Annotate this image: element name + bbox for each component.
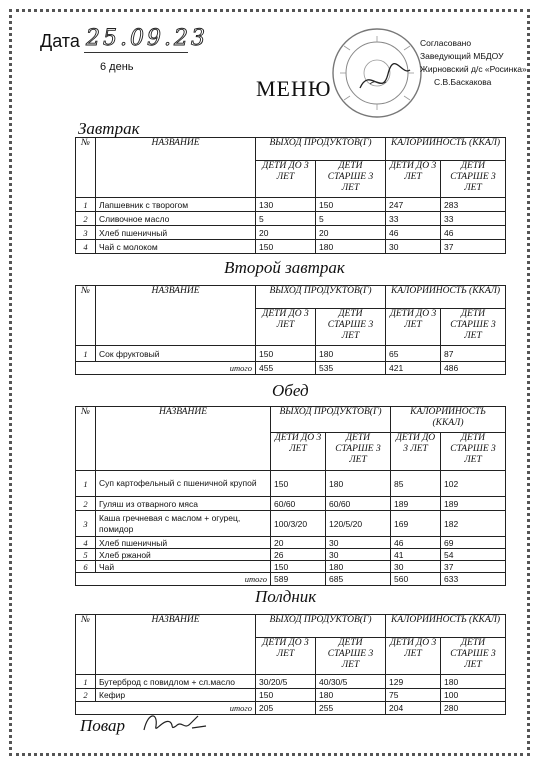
output-over3: 30 xyxy=(326,549,391,561)
col-num-header: № xyxy=(76,138,96,198)
total-output-under3: 205 xyxy=(256,702,316,715)
dish-name: Хлеб пшеничный xyxy=(96,226,256,240)
calories-under3: 41 xyxy=(391,549,441,561)
calories-over3: 180 xyxy=(441,675,506,689)
total-output-over3: 255 xyxy=(316,702,386,715)
dish-name: Лапшевник с творогом xyxy=(96,198,256,212)
calories-over3: 182 xyxy=(441,511,506,537)
table-row xyxy=(76,226,506,240)
row-number: 6 xyxy=(76,561,96,573)
calories-over3: 87 xyxy=(441,346,506,362)
col-calories-over3-header: ДЕТИ СТАРШЕ 3 ЛЕТ xyxy=(441,309,506,346)
table-row xyxy=(76,198,506,212)
total-calories-under3: 421 xyxy=(386,362,441,375)
calories-under3: 85 xyxy=(391,471,441,497)
col-name-header: НАЗВАНИЕ xyxy=(96,615,256,675)
output-over3: 180 xyxy=(326,561,391,573)
second-breakfast-table xyxy=(75,285,506,375)
output-over3: 60/60 xyxy=(326,497,391,511)
total-output-over3: 535 xyxy=(316,362,386,375)
output-over3: 40/30/5 xyxy=(316,675,386,689)
second-breakfast-title: Второй завтрак xyxy=(224,258,345,277)
table-row xyxy=(76,471,506,497)
calories-under3: 65 xyxy=(386,346,441,362)
table-row xyxy=(76,537,506,549)
calories-under3: 247 xyxy=(386,198,441,212)
output-under3: 150 xyxy=(271,561,326,573)
approval-line-1: Согласовано xyxy=(420,38,472,48)
output-under3: 5 xyxy=(256,212,316,226)
output-over3: 150 xyxy=(316,198,386,212)
calories-over3: 189 xyxy=(441,497,506,511)
output-over3: 20 xyxy=(316,226,386,240)
table-row xyxy=(76,346,506,362)
breakfast-table xyxy=(75,137,506,254)
total-output-under3: 589 xyxy=(271,573,326,586)
col-output-header: ВЫХОД ПРОДУКТОВ(Г) xyxy=(256,138,386,161)
dish-name: Суп картофельный с пшеничной крупой xyxy=(96,471,271,497)
calories-under3: 46 xyxy=(391,537,441,549)
dish-name: Чай с молоком xyxy=(96,240,256,254)
cook-label: Повар xyxy=(80,716,126,735)
row-number: 1 xyxy=(76,675,96,689)
calories-over3: 37 xyxy=(441,561,506,573)
dish-name: Бутерброд с повидлом + сл.масло xyxy=(96,675,256,689)
col-output-under3-header: ДЕТИ ДО 3 ЛЕТ xyxy=(271,433,326,471)
output-under3: 150 xyxy=(271,471,326,497)
calories-over3: 46 xyxy=(441,226,506,240)
row-number: 5 xyxy=(76,549,96,561)
calories-over3: 102 xyxy=(441,471,506,497)
calories-over3: 54 xyxy=(441,549,506,561)
dish-name: Хлеб ржаной xyxy=(96,549,271,561)
output-under3: 150 xyxy=(256,240,316,254)
total-output-over3: 685 xyxy=(326,573,391,586)
date-label: Дата xyxy=(40,31,80,51)
dish-name: Чай xyxy=(96,561,271,573)
total-row xyxy=(76,573,506,586)
col-num-header: № xyxy=(76,407,96,471)
output-under3: 150 xyxy=(256,346,316,362)
row-number: 2 xyxy=(76,212,96,226)
output-under3: 100/3/20 xyxy=(271,511,326,537)
calories-over3: 33 xyxy=(441,212,506,226)
lunch-table xyxy=(75,406,506,586)
output-over3: 180 xyxy=(316,346,386,362)
col-calories-header: КАЛОРИЙНОСТЬ (ККАЛ) xyxy=(386,615,506,638)
table-row xyxy=(76,561,506,573)
approval-line-3: Жирновский д/с «Росинка» xyxy=(420,64,527,74)
lunch-title: Обед xyxy=(272,381,309,400)
calories-under3: 75 xyxy=(386,689,441,702)
calories-over3: 37 xyxy=(441,240,506,254)
col-calories-header: КАЛОРИЙНОСТЬ (ККАЛ) xyxy=(386,138,506,161)
table-row xyxy=(76,511,506,537)
dish-name: Сливочное масло xyxy=(96,212,256,226)
output-over3: 180 xyxy=(326,471,391,497)
dish-name: Гуляш из отварного мяса xyxy=(96,497,271,511)
output-over3: 180 xyxy=(316,240,386,254)
table-row xyxy=(76,689,506,702)
col-calories-under3-header: ДЕТИ ДО 3 ЛЕТ xyxy=(386,161,441,198)
col-output-over3-header: ДЕТИ СТАРШЕ 3 ЛЕТ xyxy=(316,161,386,198)
calories-under3: 33 xyxy=(386,212,441,226)
output-under3: 26 xyxy=(271,549,326,561)
cook-signature xyxy=(140,708,210,736)
total-calories-over3: 280 xyxy=(441,702,506,715)
row-number: 2 xyxy=(76,689,96,702)
total-row xyxy=(76,362,506,375)
calories-over3: 69 xyxy=(441,537,506,549)
output-under3: 130 xyxy=(256,198,316,212)
row-number: 3 xyxy=(76,226,96,240)
calories-over3: 283 xyxy=(441,198,506,212)
col-calories-under3-header: ДЕТИ ДО 3 ЛЕТ xyxy=(391,433,441,471)
col-calories-over3-header: ДЕТИ СТАРШЕ 3 ЛЕТ xyxy=(441,433,506,471)
col-calories-header: КАЛОРИЙНОСТЬ (ККАЛ) xyxy=(391,407,506,433)
col-calories-under3-header: ДЕТИ ДО 3 ЛЕТ xyxy=(386,638,441,675)
calories-over3: 100 xyxy=(441,689,506,702)
approval-line-2: Заведующий МБДОУ xyxy=(420,51,504,61)
output-over3: 120/5/20 xyxy=(326,511,391,537)
calories-under3: 189 xyxy=(391,497,441,511)
date-underline xyxy=(84,52,188,53)
total-label: итого xyxy=(76,362,256,375)
col-calories-over3-header: ДЕТИ СТАРШЕ 3 ЛЕТ xyxy=(441,161,506,198)
col-num-header: № xyxy=(76,615,96,675)
total-calories-under3: 560 xyxy=(391,573,441,586)
total-calories-over3: 633 xyxy=(441,573,506,586)
total-label: итого xyxy=(76,573,271,586)
total-label: итого xyxy=(76,702,256,715)
row-number: 1 xyxy=(76,471,96,497)
row-number: 4 xyxy=(76,537,96,549)
output-over3: 5 xyxy=(316,212,386,226)
table-row xyxy=(76,497,506,511)
approval-block xyxy=(420,37,527,89)
row-number: 1 xyxy=(76,346,96,362)
calories-under3: 129 xyxy=(386,675,441,689)
output-under3: 60/60 xyxy=(271,497,326,511)
col-calories-over3-header: ДЕТИ СТАРШЕ 3 ЛЕТ xyxy=(441,638,506,675)
approval-line-4: С.В.Баскакова xyxy=(434,77,492,87)
calories-under3: 30 xyxy=(391,561,441,573)
col-output-over3-header: ДЕТИ СТАРШЕ 3 ЛЕТ xyxy=(326,433,391,471)
table-row xyxy=(76,212,506,226)
col-name-header: НАЗВАНИЕ xyxy=(96,138,256,198)
table-row xyxy=(76,549,506,561)
dish-name: Хлеб пшеничный xyxy=(96,537,271,549)
output-under3: 30/20/5 xyxy=(256,675,316,689)
snack-title: Полдник xyxy=(255,587,317,606)
col-output-under3-header: ДЕТИ ДО 3 ЛЕТ xyxy=(256,161,316,198)
row-number: 4 xyxy=(76,240,96,254)
col-calories-header: КАЛОРИЙНОСТЬ (ККАЛ) xyxy=(386,286,506,309)
output-under3: 20 xyxy=(271,537,326,549)
total-output-under3: 455 xyxy=(256,362,316,375)
breakfast-title: Завтрак xyxy=(78,119,140,138)
total-calories-over3: 486 xyxy=(441,362,506,375)
output-under3: 20 xyxy=(256,226,316,240)
day-label: 6 день xyxy=(100,61,134,73)
calories-under3: 169 xyxy=(391,511,441,537)
col-output-over3-header: ДЕТИ СТАРШЕ 3 ЛЕТ xyxy=(316,638,386,675)
col-name-header: НАЗВАНИЕ xyxy=(96,407,271,471)
approval-stamp xyxy=(330,26,424,120)
dish-name: Каша гречневая с маслом + огурец, помидор xyxy=(96,511,271,537)
col-num-header: № xyxy=(76,286,96,346)
col-output-header: ВЫХОД ПРОДУКТОВ(Г) xyxy=(256,615,386,638)
calories-under3: 30 xyxy=(386,240,441,254)
row-number: 3 xyxy=(76,511,96,537)
output-under3: 150 xyxy=(256,689,316,702)
dish-name: Сок фруктовый xyxy=(96,346,256,362)
table-row xyxy=(76,240,506,254)
col-output-under3-header: ДЕТИ ДО 3 ЛЕТ xyxy=(256,309,316,346)
dish-name: Кефир xyxy=(96,689,256,702)
col-output-over3-header: ДЕТИ СТАРШЕ 3 ЛЕТ xyxy=(316,309,386,346)
col-calories-under3-header: ДЕТИ ДО 3 ЛЕТ xyxy=(386,309,441,346)
menu-title: МЕНЮ xyxy=(256,76,332,101)
col-output-under3-header: ДЕТИ ДО 3 ЛЕТ xyxy=(256,638,316,675)
snack-table xyxy=(75,614,506,715)
table-row xyxy=(76,675,506,689)
col-output-header: ВЫХОД ПРОДУКТОВ(Г) xyxy=(271,407,391,433)
output-over3: 180 xyxy=(316,689,386,702)
date-value: 25.09.23 xyxy=(86,26,208,51)
col-output-header: ВЫХОД ПРОДУКТОВ(Г) xyxy=(256,286,386,309)
col-name-header: НАЗВАНИЕ xyxy=(96,286,256,346)
row-number: 1 xyxy=(76,198,96,212)
calories-under3: 46 xyxy=(386,226,441,240)
output-over3: 30 xyxy=(326,537,391,549)
total-calories-under3: 204 xyxy=(386,702,441,715)
row-number: 2 xyxy=(76,497,96,511)
